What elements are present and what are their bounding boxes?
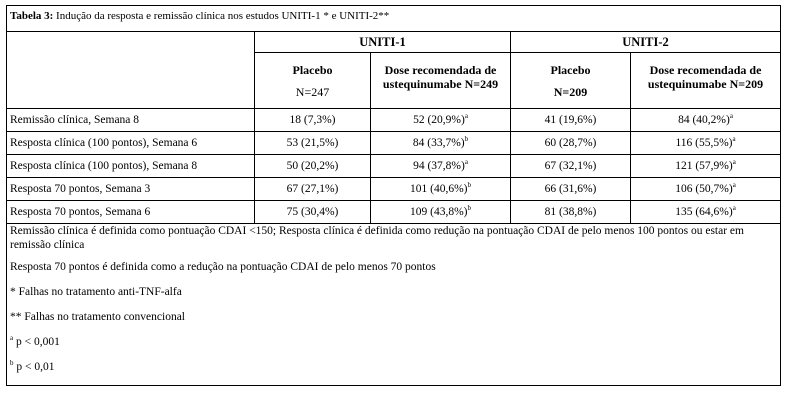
table-cell xyxy=(631,109,781,132)
significance-mark: a xyxy=(732,204,736,213)
footnotes-row xyxy=(7,224,781,386)
table-cell xyxy=(371,109,511,132)
column-header-uniti1-dose xyxy=(371,53,511,109)
caption-text: Indução da resposta e remissão clínica nos estudos UNITI-1 * e UNITI-2** xyxy=(53,10,390,22)
significance-mark: b xyxy=(464,135,469,144)
cell-value: 50 (20,2%) xyxy=(286,160,339,172)
significance-mark: a xyxy=(464,112,468,121)
cell-value: 101 (40,6%) xyxy=(410,183,468,195)
significance-mark: a xyxy=(464,158,468,167)
cell-value: 84 (40,2%) xyxy=(678,114,730,126)
row-label: Remissão clínica, Semana 8 xyxy=(7,109,255,132)
table-caption-row xyxy=(7,6,781,32)
table-row xyxy=(7,201,781,224)
table-cell xyxy=(511,132,631,155)
results-table xyxy=(6,5,781,386)
column-header-line1: Placebo xyxy=(550,62,591,77)
table-cell xyxy=(631,201,781,224)
footnote-p-b-text: p < 0,01 xyxy=(13,361,55,373)
table-cell xyxy=(631,132,781,155)
table-cell xyxy=(255,132,371,155)
table-cell xyxy=(631,178,781,201)
significance-mark: a xyxy=(732,135,736,144)
table-row xyxy=(7,109,781,132)
study-group-header-row xyxy=(7,32,781,53)
group-header-uniti-1: UNITI-1 xyxy=(255,32,511,53)
table-row xyxy=(7,155,781,178)
column-header-line1: Placebo xyxy=(292,62,333,77)
column-header-uniti2-placebo xyxy=(511,53,631,109)
footnote-p-a-text: p < 0,001 xyxy=(13,336,60,348)
significance-mark: b xyxy=(467,204,471,213)
caption-label: Tabela 3: xyxy=(10,10,54,22)
footnote-mark-a: a xyxy=(10,334,14,343)
cell-value: 84 (33,7%) xyxy=(412,137,465,149)
table-cell xyxy=(631,155,781,178)
results-table-container xyxy=(6,5,780,392)
cell-value: 53 (21,5%) xyxy=(286,137,339,149)
table-cell xyxy=(371,178,511,201)
table-cell xyxy=(371,201,511,224)
footnotes xyxy=(7,224,781,386)
column-header-line1: Dose recomendada de xyxy=(384,62,497,77)
row-label: Resposta clínica (100 pontos), Semana 8 xyxy=(7,155,255,178)
column-header-uniti2-dose xyxy=(631,53,781,109)
empty-header-cell xyxy=(7,32,255,109)
cell-value: 52 (20,9%) xyxy=(413,114,465,126)
cell-value: 81 (38,8%) xyxy=(544,206,597,218)
cell-value: 75 (30,4%) xyxy=(286,206,339,218)
table-cell xyxy=(511,155,631,178)
cell-value: 135 (64,6%) xyxy=(675,206,733,218)
footnote-conventional: ** Falhas no tratamento convencional xyxy=(10,311,186,323)
table-cell xyxy=(511,178,631,201)
footnote-p-b xyxy=(10,360,777,374)
footnote-p-a xyxy=(10,335,777,349)
row-label: Resposta clínica (100 pontos), Semana 6 xyxy=(7,132,255,155)
significance-mark: a xyxy=(732,181,736,190)
column-header-line2: ustequinumabe N=209 xyxy=(647,76,764,91)
group-header-uniti-2: UNITI-2 xyxy=(511,32,781,53)
table-cell xyxy=(511,201,631,224)
row-label: Resposta 70 pontos, Semana 3 xyxy=(7,178,255,201)
cell-value: 116 (55,5%) xyxy=(675,137,733,149)
significance-mark: a xyxy=(729,112,733,121)
cell-value: 18 (7,3%) xyxy=(289,114,336,126)
cell-value: 41 (19,6%) xyxy=(544,114,597,126)
cell-value: 67 (32,1%) xyxy=(544,160,597,172)
footnote-anti-tnf: * Falhas no tratamento anti-TNF-alfa xyxy=(10,286,182,298)
column-header-uniti1-placebo xyxy=(255,53,371,109)
table-cell xyxy=(255,109,371,132)
significance-mark: a xyxy=(732,158,736,167)
table-cell xyxy=(255,178,371,201)
column-header-line2: N=247 xyxy=(295,84,330,99)
table-row xyxy=(7,132,781,155)
cell-value: 121 (57,9%) xyxy=(675,160,733,172)
table-caption xyxy=(7,6,781,32)
column-header-line1: Dose recomendada de xyxy=(649,62,762,77)
footnote-definition-1: Remissão clínica é definida como pontuação CDAI <150; Resposta clínica é definida como redução na pontuação CDAI de pelo menos 100 pontos ou estar em remissão clínica xyxy=(10,225,744,251)
column-header-line2: ustequinumabe N=249 xyxy=(382,76,499,91)
cell-value: 94 (37,8%) xyxy=(413,160,465,172)
cell-value: 66 (31,6%) xyxy=(544,183,597,195)
footnote-mark-b: b xyxy=(10,359,14,368)
cell-value: 106 (50,7%) xyxy=(675,183,733,195)
table-cell xyxy=(511,109,631,132)
significance-mark: b xyxy=(467,181,471,190)
table-row xyxy=(7,178,781,201)
cell-value: 60 (28,7%) xyxy=(544,137,597,149)
cell-value: 67 (27,1%) xyxy=(286,183,339,195)
table-cell xyxy=(255,201,371,224)
cell-value: 109 (43,8%) xyxy=(410,206,468,218)
table-cell xyxy=(255,155,371,178)
table-cell xyxy=(371,155,511,178)
footnote-definition-2: Resposta 70 pontos é definida como a redução na pontuação CDAI de pelo menos 70 pontos xyxy=(10,261,436,273)
table-cell xyxy=(371,132,511,155)
column-header-line2: N=209 xyxy=(553,84,588,99)
row-label: Resposta 70 pontos, Semana 6 xyxy=(7,201,255,224)
